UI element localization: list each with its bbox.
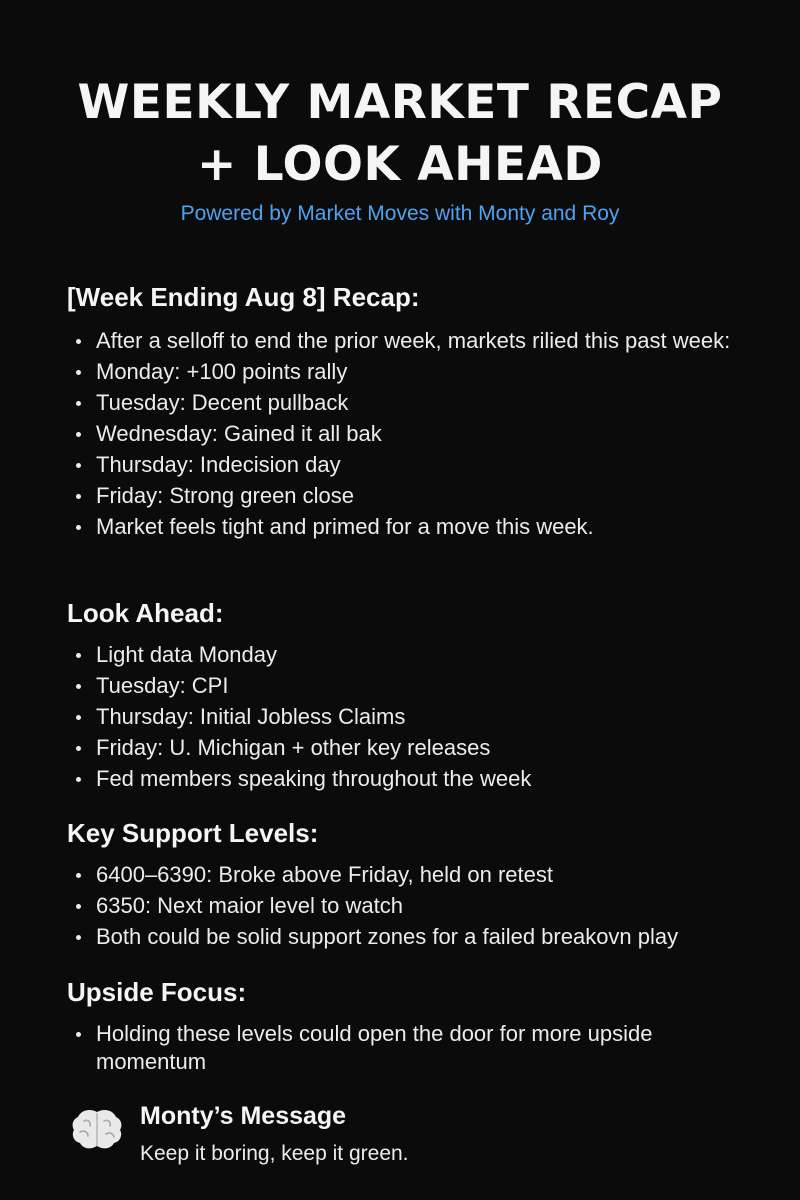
list-item: Friday: U. Michigan + other key releases <box>67 734 737 762</box>
subtitle: Powered by Market Moves with Monty and Roy <box>180 202 620 225</box>
list-item: Holding these levels could open the door for more upside momentum <box>67 1020 737 1076</box>
list-item: Wednesday: Gained it all bak <box>67 420 737 448</box>
list-item: Light data Monday <box>67 641 737 669</box>
list-item: Fed members speaking throughout the week <box>67 765 737 793</box>
list-item: Friday: Strong green close <box>67 482 737 510</box>
look-ahead-heading: Look Ahead: <box>67 598 224 628</box>
list-item: Monday: +100 points rally <box>67 358 737 386</box>
support-heading: Key Support Levels: <box>67 818 319 848</box>
list-item: Tuesday: CPI <box>67 672 737 700</box>
list-item: Both could be solid support zones for a failed breakovn play <box>67 923 737 951</box>
footer-text: Keep it boring, keep it green. <box>140 1142 409 1165</box>
brain-icon <box>70 1106 124 1152</box>
list-item: Thursday: Indecision day <box>67 451 737 479</box>
upside-list <box>67 1020 737 1079</box>
recap-heading: [Week Ending Aug 8] Recap: <box>67 282 420 312</box>
list-item: Thursday: Initial Jobless Claims <box>67 703 737 731</box>
title-line-2: + LOOK AHEAD <box>197 137 603 192</box>
support-list <box>67 861 737 954</box>
list-item: Market feels tight and primed for a move this week. <box>67 513 737 541</box>
upside-heading: Upside Focus: <box>67 977 247 1007</box>
footer-title: Monty’s Message <box>140 1102 347 1130</box>
look-ahead-list <box>67 641 737 796</box>
page-title <box>0 72 800 196</box>
recap-list <box>67 327 737 544</box>
list-item: 6400–6390: Broke above Friday, held on retest <box>67 861 737 889</box>
list-item: 6350: Next maior level to watch <box>67 892 737 920</box>
list-item: After a selloff to end the prior week, markets rilied this past week: <box>67 327 737 355</box>
monty-message <box>70 1102 730 1172</box>
list-item: Tuesday: Decent pullback <box>67 389 737 417</box>
title-line-1: WEEKLY MARKET RECAP <box>77 75 723 130</box>
